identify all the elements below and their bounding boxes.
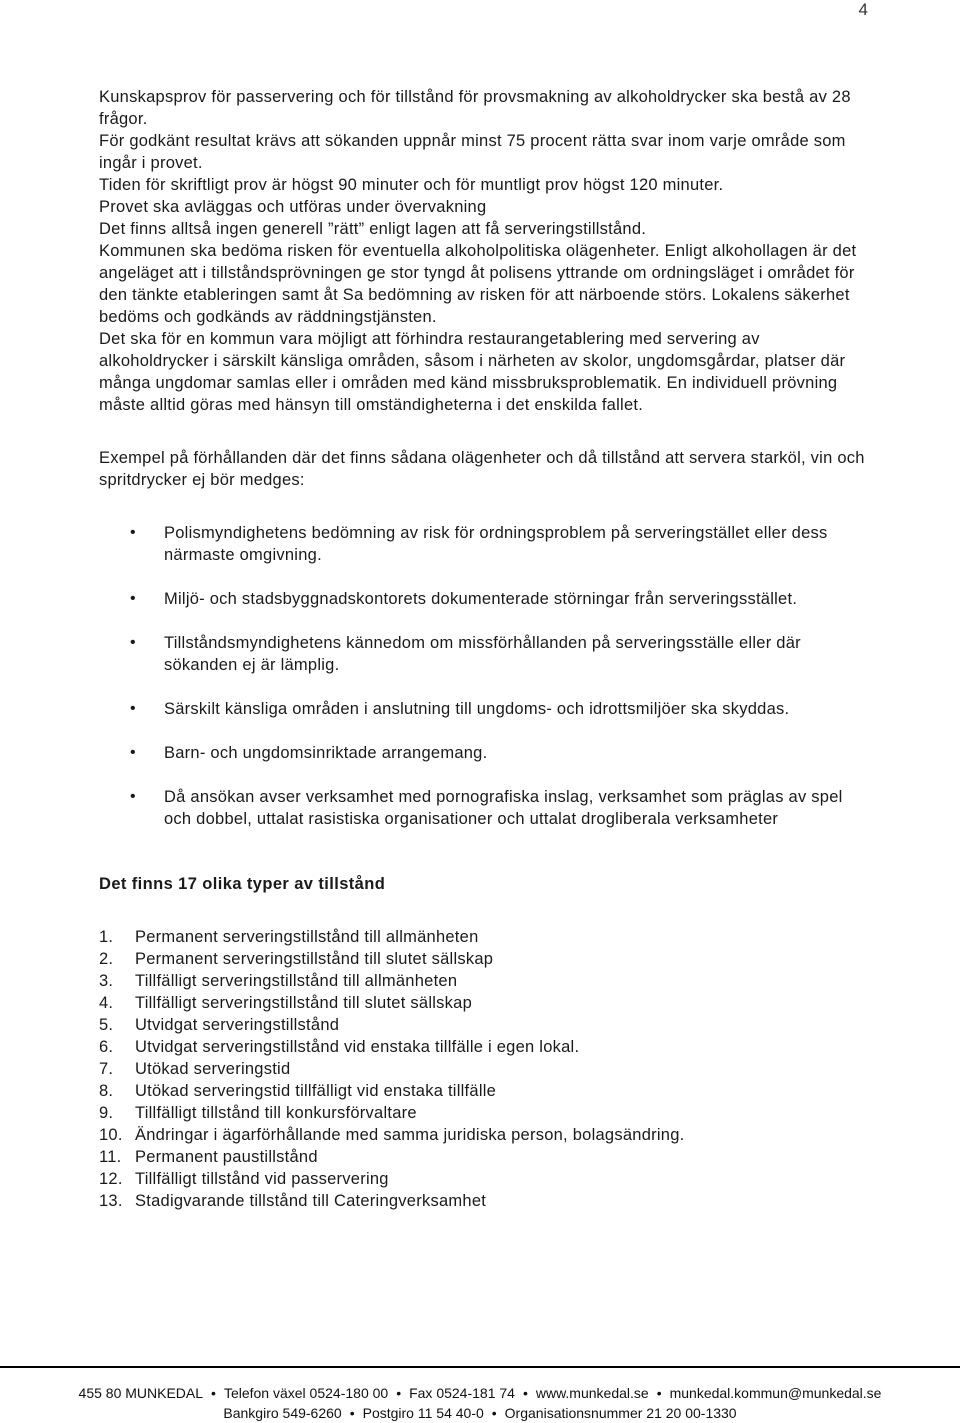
list-number: 4. xyxy=(99,994,114,1012)
list-item: • Då ansökan avser verksamhet med pornografiska inslag, verksamhet som präglas av spel och dobbel, uttalat rasistiska organisationer och uttalat drogliberala verksamheter xyxy=(99,786,869,830)
list-item xyxy=(99,1058,869,1080)
list-item: • Polismyndighetens bedömning av risk för ordningsproblem på serveringstället eller dess närmaste omgivning. xyxy=(99,522,869,566)
paragraph-no-general-right: Det finns alltså ingen generell ”rätt” enligt lagen att få serveringstillstånd. xyxy=(99,220,647,238)
list-number: 3. xyxy=(99,972,114,990)
list-item-text: Permanent paustillstånd xyxy=(135,1148,318,1166)
footer-separator: • xyxy=(211,1385,216,1401)
list-number: 8. xyxy=(99,1082,114,1100)
list-item xyxy=(99,970,869,992)
list-item-text: Tillfälligt tillstånd vid passervering xyxy=(135,1170,389,1188)
footer-org-number: Organisationsnummer 21 20 00-1330 xyxy=(504,1405,737,1421)
list-number: 6. xyxy=(99,1038,114,1056)
list-item: • Särskilt känsliga områden i anslutning till ungdoms- och idrottsmiljöer ska skyddas. xyxy=(99,698,869,720)
footer-divider xyxy=(0,1366,960,1368)
footer-address: 455 80 MUNKEDAL xyxy=(78,1385,204,1401)
list-item xyxy=(99,1036,869,1058)
list-item-text: Tillfälligt tillstånd till konkursförvaltare xyxy=(135,1104,417,1122)
footer-email-link[interactable]: munkedal.kommun@munkedal.se xyxy=(669,1385,882,1401)
footer-separator: • xyxy=(396,1385,402,1401)
list-item-text: Tillfälligt serveringstillstånd till allmänheten xyxy=(135,972,458,990)
footer-separator: • xyxy=(656,1385,662,1401)
list-number: 10. xyxy=(99,1126,123,1144)
list-item xyxy=(99,1014,869,1036)
document-body xyxy=(99,86,869,1212)
list-item-text: Stadigvarande tillstånd till Cateringverksamhet xyxy=(135,1192,487,1210)
paragraph-examples-intro: Exempel på förhållanden där det finns sådana olägenheter och då tillstånd att servera starköl, vin och spritdrycker ej bör medges: xyxy=(99,449,865,489)
page-footer xyxy=(0,1383,960,1423)
footer-phone: Telefon växel 0524-180 00 xyxy=(223,1385,389,1401)
list-item-text: Utvidgat serveringstillstånd xyxy=(135,1016,340,1034)
paragraph-municipality-assessment: Kommunen ska bedöma risken för eventuella alkoholpolitiska olägenheter. Enligt alkohollagen är det angeläget att i tillståndsprövningen ge stor tyngd åt polisens yttrande om ordningsläget i området för den tänkte etableringen samt åt Sa bedömning av risken för att närboende störs. Lokalens säkerhet bedöms och godkänds av räddningstjänsten. xyxy=(99,242,857,326)
paragraph-supervision: Provet ska avläggas och utföras under övervakning xyxy=(99,198,487,216)
page-number: 4 xyxy=(858,0,868,19)
section-heading: Det finns 17 olika typer av tillstånd xyxy=(99,875,386,893)
footer-separator: • xyxy=(491,1405,497,1421)
list-item xyxy=(99,926,869,948)
footer-line-contact xyxy=(0,1383,960,1403)
list-item xyxy=(99,1124,869,1146)
footer-line-bank xyxy=(0,1403,960,1423)
list-item xyxy=(99,948,869,970)
list-item-text: Ändringar i ägarförhållande med samma juridiska person, bolagsändring. xyxy=(135,1126,685,1144)
list-item-text: Utökad serveringstid tillfälligt vid enstaka tillfälle xyxy=(135,1082,497,1100)
paragraph-sensitive-areas: Det ska för en kommun vara möjligt att förhindra restaurangetablering med servering av alkoholdrycker i särskilt känsliga områden, såsom i närheten av skolor, ungdomsgårdar, platser där många ungdomar samlas eller i områden med känd missbruksproblematik. En individuell prövning måste alltid göras med hänsyn till omständigheterna i det enskilda fallet. xyxy=(99,330,846,414)
footer-bankgiro: Bankgiro 549-6260 xyxy=(223,1405,342,1421)
list-item-text: Utvidgat serveringstillstånd vid enstaka tillfälle i egen lokal. xyxy=(135,1038,580,1056)
list-item xyxy=(99,1190,869,1212)
list-number: 11. xyxy=(99,1148,122,1166)
list-item: • Barn- och ungdomsinriktade arrangemang. xyxy=(99,742,869,764)
list-number: 5. xyxy=(99,1016,114,1034)
paragraph-knowledge-test: Kunskapsprov för passervering och för tillstånd för provsmakning av alkoholdrycker ska bestå av 28 frågor. xyxy=(99,88,851,128)
list-item xyxy=(99,992,869,1014)
list-item-text: Utökad serveringstid xyxy=(135,1060,291,1078)
list-number: 1. xyxy=(99,928,114,946)
list-number: 2. xyxy=(99,950,114,968)
permit-types-list xyxy=(99,926,869,1212)
footer-postgiro: Postgiro 11 54 40-0 xyxy=(362,1405,484,1421)
list-item-text: Tillfälligt serveringstillstånd till slutet sällskap xyxy=(135,994,473,1012)
list-item xyxy=(99,1168,869,1190)
nuisance-examples-list xyxy=(99,522,869,830)
list-item-text: Permanent serveringstillstånd till slutet sällskap xyxy=(135,950,494,968)
list-item-text: Permanent serveringstillstånd till allmänheten xyxy=(135,928,479,946)
footer-separator: • xyxy=(349,1405,355,1421)
list-number: 12. xyxy=(99,1170,123,1188)
list-item: • Miljö- och stadsbyggnadskontorets dokumenterade störningar från serveringsstället. xyxy=(99,588,869,610)
list-item xyxy=(99,1146,869,1168)
list-number: 7. xyxy=(99,1060,114,1078)
footer-fax: Fax 0524-181 74 xyxy=(409,1385,515,1401)
paragraph-test-duration: Tiden för skriftligt prov är högst 90 minuter och för muntligt prov högst 120 minuter. xyxy=(99,176,724,194)
paragraph-pass-requirement: För godkänt resultat krävs att sökanden uppnår minst 75 procent rätta svar inom varje område som ingår i provet. xyxy=(99,132,846,172)
list-item xyxy=(99,1102,869,1124)
list-number: 13. xyxy=(99,1192,123,1210)
list-number: 9. xyxy=(99,1104,114,1122)
list-item xyxy=(99,1080,869,1102)
list-item: • Tillståndsmyndighetens kännedom om missförhållanden på serveringsställe eller där sökanden ej är lämplig. xyxy=(99,632,869,676)
footer-separator: • xyxy=(522,1385,528,1401)
footer-website-link[interactable]: www.munkedal.se xyxy=(535,1385,649,1401)
